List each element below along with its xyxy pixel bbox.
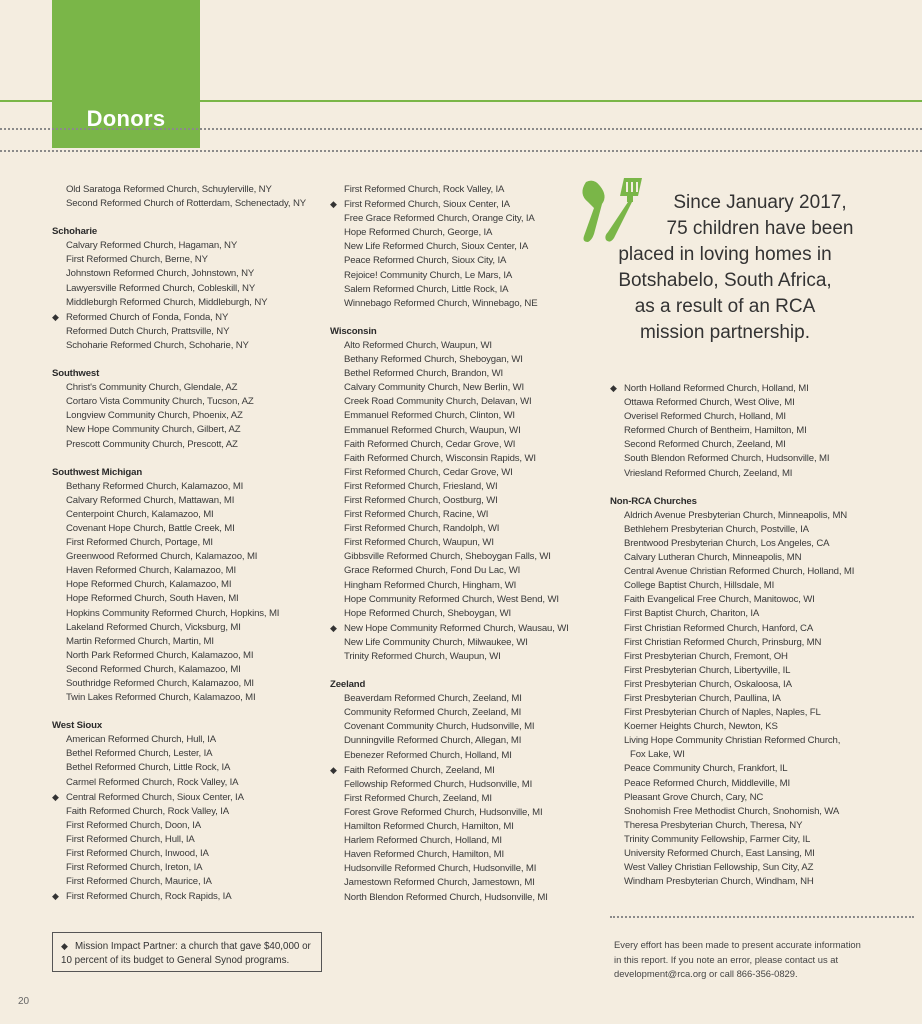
- donor-entry: [610, 748, 910, 762]
- donor-entry: [52, 592, 322, 606]
- callout-quote: [580, 190, 870, 346]
- donor-entry: [330, 508, 600, 522]
- donor-name: New Hope Community Reformed Church, Wausau, WI: [344, 622, 569, 634]
- donor-entry: [52, 310, 322, 325]
- donor-entry: [52, 847, 322, 861]
- donor-name: South Blendon Reformed Church, Hudsonville, MI: [624, 453, 830, 465]
- donor-entry: [52, 635, 322, 649]
- donor-entry: [610, 650, 910, 664]
- donor-name: First Christian Reformed Church, Hanford, CA: [624, 622, 814, 634]
- donor-name: First Reformed Church, Oostburg, WI: [344, 494, 498, 506]
- donor-entry: [52, 536, 322, 550]
- donor-name: Trinity Reformed Church, Waupun, WI: [344, 651, 501, 662]
- donor-entry: [610, 861, 910, 875]
- donor-entry: [610, 706, 910, 720]
- donor-name: West Valley Christian Fellowship, Sun City, AZ: [624, 862, 814, 874]
- donor-name: Ebenezer Reformed Church, Holland, MI: [344, 749, 512, 761]
- donor-name: Reformed Church of Bentheim, Hamilton, MI: [624, 425, 807, 437]
- donor-name: First Reformed Church, Ireton, IA: [66, 862, 203, 874]
- donor-entry: [330, 536, 600, 550]
- donor-entry: [610, 847, 910, 861]
- donor-name: North Blendon Reformed Church, Hudsonville, MI: [344, 891, 548, 903]
- donor-entry: [52, 409, 322, 423]
- section-tab: [52, 0, 200, 148]
- donor-entry: [610, 579, 910, 593]
- donor-name: First Reformed Church, Randolph, WI: [344, 523, 500, 535]
- donor-name: Greenwood Reformed Church, Kalamazoo, MI: [66, 551, 258, 563]
- donor-entry: [330, 763, 600, 778]
- donor-entry: [52, 339, 322, 353]
- donor-name: Fox Lake, WI: [630, 749, 685, 761]
- donor-entry: [330, 579, 600, 593]
- callout-line: 75 children have been: [666, 218, 854, 239]
- donor-name: Twin Lakes Reformed Church, Kalamazoo, MI: [66, 692, 256, 704]
- donor-entry: [52, 325, 322, 339]
- donor-entry: [52, 438, 322, 452]
- donor-entry: [610, 381, 910, 396]
- donor-name: Middleburgh Reformed Church, Middleburgh, NY: [66, 296, 268, 308]
- diamond-icon: ◆: [52, 891, 59, 902]
- donor-name: First Reformed Church, Zeeland, MI: [344, 792, 492, 804]
- donor-name: Hamilton Reformed Church, Hamilton, MI: [344, 821, 514, 833]
- donor-entry: [52, 550, 322, 564]
- donor-entry: [330, 183, 600, 197]
- donor-name: Aldrich Avenue Presbyterian Church, Minneapolis, MN: [624, 509, 848, 521]
- donor-name: Harlem Reformed Church, Holland, MI: [344, 835, 502, 847]
- diamond-icon: ◆: [52, 311, 59, 322]
- donor-entry: [330, 636, 600, 650]
- callout-line: Botshabelo, South Africa,: [618, 270, 832, 291]
- donor-entry: [52, 296, 322, 310]
- donor-entry: [330, 749, 600, 763]
- donor-name: Second Reformed Church, Kalamazoo, MI: [66, 663, 241, 675]
- donor-name: Faith Reformed Church, Cedar Grove, WI: [344, 438, 516, 450]
- donor-entry: [52, 621, 322, 635]
- donor-entry: [330, 593, 600, 607]
- donor-name: Brentwood Presbyterian Church, Los Angeles, CA: [624, 537, 830, 549]
- donor-name: First Baptist Church, Chariton, IA: [624, 608, 760, 620]
- donor-name: Covenant Community Church, Hudsonville, MI: [344, 721, 535, 733]
- donor-entry: [610, 720, 910, 734]
- section-heading: Schoharie: [52, 226, 98, 238]
- donor-entry: [330, 862, 600, 876]
- callout-line: as a result of an RCA: [634, 296, 816, 317]
- donor-name: Haven Reformed Church, Hamilton, MI: [344, 849, 505, 861]
- donor-name: First Reformed Church, Racine, WI: [344, 509, 489, 521]
- donor-entry: [52, 819, 322, 833]
- section-heading: Non-RCA Churches: [610, 495, 697, 507]
- donor-name: First Presbyterian Church, Oskaloosa, IA: [624, 678, 792, 690]
- donor-name: Second Reformed Church of Rotterdam, Schenectady, NY: [66, 198, 306, 210]
- donor-name: Free Grace Reformed Church, Orange City, IA: [344, 213, 535, 225]
- donor-name: Covenant Hope Church, Battle Creek, MI: [66, 522, 235, 534]
- donor-name: Longview Community Church, Phoenix, AZ: [66, 410, 243, 422]
- donor-name: Bethany Reformed Church, Kalamazoo, MI: [66, 480, 244, 492]
- diamond-icon: ◆: [330, 199, 337, 210]
- donor-name: Salem Reformed Church, Little Rock, IA: [344, 283, 509, 295]
- donor-entry: [610, 523, 910, 537]
- donor-name: First Presbyterian Church of Naples, Naples, FL: [624, 707, 821, 719]
- donor-name: Bethel Reformed Church, Brandon, WI: [344, 368, 503, 380]
- section-heading: Zeeland: [330, 679, 366, 691]
- section-heading: Southwest: [52, 368, 100, 380]
- donor-name: First Reformed Church, Inwood, IA: [66, 848, 209, 860]
- donor-entry: [52, 267, 322, 281]
- donor-name: Dunningville Reformed Church, Allegan, MI: [344, 735, 522, 747]
- donor-entry: [330, 283, 600, 297]
- donor-entry: [52, 423, 322, 437]
- donor-entry: [330, 692, 600, 706]
- header-dotted-rule-bottom: [0, 150, 922, 152]
- donor-name: First Reformed Church, Doon, IA: [66, 819, 202, 831]
- donor-name: University Reformed Church, East Lansing, MI: [624, 848, 815, 859]
- donor-entry: [52, 790, 322, 805]
- donor-name: First Reformed Church, Rock Valley, IA: [344, 184, 505, 195]
- donor-name: Hope Reformed Church, Sheboygan, WI: [344, 607, 511, 619]
- donor-name: Carmel Reformed Church, Rock Valley, IA: [66, 776, 239, 788]
- donor-entry: [610, 593, 910, 607]
- donor-name: Lakeland Reformed Church, Vicksburg, MI: [66, 621, 241, 633]
- donor-column-3: [610, 381, 910, 889]
- donor-entry: [330, 564, 600, 578]
- donor-name: Calvary Lutheran Church, Minneapolis, MN: [624, 552, 802, 564]
- donor-name: Peace Reformed Church, Sioux City, IA: [344, 255, 507, 267]
- donor-entry: [52, 508, 322, 522]
- donor-name: Emmanuel Reformed Church, Waupun, WI: [344, 424, 521, 436]
- donor-entry: [610, 734, 910, 748]
- donor-name: Hudsonville Reformed Church, Hudsonville, MI: [344, 863, 537, 875]
- donor-entry: [52, 197, 322, 211]
- page-number: 20: [18, 996, 30, 1007]
- donor-name: Koerner Heights Church, Newton, KS: [624, 721, 778, 733]
- diamond-icon: ◆: [330, 622, 337, 633]
- donor-entry: [330, 409, 600, 423]
- donor-entry: [610, 467, 910, 481]
- donor-entry: [610, 777, 910, 791]
- donor-name: Windham Presbyterian Church, Windham, NH: [624, 876, 814, 888]
- donor-name: Rejoice! Community Church, Le Mars, IA: [344, 269, 513, 281]
- donor-name: Hope Community Reformed Church, West Bend, WI: [344, 593, 559, 605]
- donor-name: North Holland Reformed Church, Holland, MI: [624, 383, 809, 394]
- donor-entry: [52, 776, 322, 790]
- donor-name: First Reformed Church, Waupun, WI: [344, 537, 494, 549]
- donor-name: Second Reformed Church, Zeeland, MI: [624, 439, 786, 451]
- donor-entry: [610, 438, 910, 452]
- donor-entry: [52, 747, 322, 761]
- donor-column-1: [52, 183, 322, 904]
- donor-entry: [52, 480, 322, 494]
- donor-name: Fellowship Reformed Church, Hudsonville, MI: [344, 778, 533, 790]
- diamond-icon: ◆: [52, 791, 59, 802]
- donor-entry: [52, 691, 322, 705]
- donor-entry: [330, 438, 600, 452]
- donor-name: Faith Reformed Church, Zeeland, MI: [344, 764, 495, 776]
- diamond-icon: ◆: [610, 383, 617, 393]
- donor-entry: [330, 381, 600, 395]
- donor-entry: [52, 761, 322, 775]
- donor-name: Grace Reformed Church, Fond Du Lac, WI: [344, 565, 521, 577]
- donor-entry: [330, 297, 600, 311]
- donor-entry: [330, 891, 600, 905]
- donor-entry: [610, 762, 910, 776]
- donor-entry: [330, 480, 600, 494]
- donor-name: Johnstown Reformed Church, Johnstown, NY: [66, 268, 255, 280]
- donor-name: Faith Reformed Church, Wisconsin Rapids, WI: [344, 452, 536, 464]
- donor-name: Creek Road Community Church, Delavan, WI: [344, 396, 532, 408]
- donor-entry: [330, 339, 600, 353]
- section-heading: West Sioux: [52, 720, 103, 732]
- section-heading: Wisconsin: [330, 325, 377, 337]
- donor-entry: [330, 834, 600, 848]
- donor-name: Bethlehem Presbyterian Church, Postville, IA: [624, 523, 809, 535]
- donor-name: Community Reformed Church, Zeeland, MI: [344, 707, 522, 719]
- donor-entry: [52, 805, 322, 819]
- donor-entry: [610, 551, 910, 565]
- donor-name: Emmanuel Reformed Church, Clinton, WI: [344, 410, 515, 422]
- donor-entry: [610, 509, 910, 523]
- donor-name: Peace Reformed Church, Middleville, MI: [624, 777, 790, 789]
- donor-entry: [610, 636, 910, 650]
- donor-name: First Reformed Church, Portage, MI: [66, 537, 213, 549]
- donor-name: Faith Reformed Church, Rock Valley, IA: [66, 805, 229, 817]
- donor-entry: [330, 806, 600, 820]
- donor-name: Reformed Church of Fonda, Fonda, NY: [66, 311, 229, 323]
- donor-entry: [52, 875, 322, 889]
- donor-name: American Reformed Church, Hull, IA: [66, 734, 217, 746]
- donor-entry: [610, 396, 910, 410]
- donor-entry: [52, 607, 322, 621]
- donor-name: Calvary Community Church, New Berlin, WI: [344, 382, 525, 394]
- donor-name: Bethel Reformed Church, Little Rock, IA: [66, 762, 231, 774]
- donor-entry: [610, 664, 910, 678]
- header-rule: [0, 100, 922, 102]
- donor-entry: [610, 424, 910, 438]
- donor-name: Hope Reformed Church, Kalamazoo, MI: [66, 579, 232, 591]
- donor-entry: [330, 720, 600, 734]
- donor-entry: [610, 565, 910, 579]
- donor-entry: [330, 734, 600, 748]
- footer-note-line: development@rca.org or call 866-356-0829.: [614, 968, 798, 979]
- donor-name: Cortaro Vista Community Church, Tucson, AZ: [66, 396, 254, 408]
- donor-entry: [330, 212, 600, 226]
- donor-entry: [52, 663, 322, 677]
- donor-name: Schoharie Reformed Church, Schoharie, NY: [66, 339, 249, 351]
- donor-name: Hingham Reformed Church, Hingham, WI: [344, 579, 517, 591]
- donor-entry: [610, 410, 910, 424]
- donor-entry: [52, 649, 322, 663]
- legend-box: [52, 932, 322, 972]
- donor-entry: [330, 550, 600, 564]
- donor-name: New Hope Community Church, Gilbert, AZ: [66, 424, 241, 436]
- donor-entry: [330, 792, 600, 806]
- donor-entry: [330, 240, 600, 254]
- donor-name: Christ's Community Church, Glendale, AZ: [66, 382, 238, 394]
- donor-entry: [610, 819, 910, 833]
- footer-note-line: in this report. If you note an error, please contact us at: [614, 953, 839, 965]
- donor-entry: [52, 564, 322, 578]
- donor-entry: [610, 452, 910, 466]
- callout-line: Since January 2017,: [673, 192, 847, 213]
- donor-name: First Presbyterian Church, Libertyville, IL: [624, 664, 791, 676]
- donor-entry: [610, 607, 910, 621]
- legend-text: 10 percent of its budget to General Synod programs.: [61, 955, 290, 966]
- donor-name: Central Reformed Church, Sioux Center, IA: [66, 791, 244, 803]
- donor-entry: [330, 876, 600, 890]
- donor-entry: [52, 733, 322, 747]
- section-title: Donors: [86, 106, 166, 131]
- donor-entry: [330, 395, 600, 409]
- donor-entry: [610, 622, 910, 636]
- donor-entry: [330, 254, 600, 268]
- donor-entry: [330, 226, 600, 240]
- donor-entry: [52, 889, 322, 904]
- donor-name: Calvary Reformed Church, Hagaman, NY: [66, 240, 238, 252]
- donor-name: First Reformed Church, Cedar Grove, WI: [344, 466, 513, 478]
- donor-name: First Reformed Church, Sioux Center, IA: [344, 199, 510, 211]
- donor-name: Jamestown Reformed Church, Jamestown, MI: [344, 877, 535, 889]
- donor-name: Snohomish Free Methodist Church, Snohomish, WA: [624, 805, 840, 817]
- donor-entry: [610, 678, 910, 692]
- donor-name: Old Saratoga Reformed Church, Schuylerville, NY: [66, 184, 272, 195]
- donor-name: First Reformed Church, Rock Rapids, IA: [66, 891, 232, 903]
- legend-text: Mission Impact Partner: a church that gave $40,000 or: [75, 941, 311, 952]
- donor-entry: [52, 522, 322, 536]
- donor-entry: [52, 578, 322, 592]
- donor-name: Vriesland Reformed Church, Zeeland, MI: [624, 467, 793, 479]
- donor-name: Overisel Reformed Church, Holland, MI: [624, 411, 786, 423]
- donor-name: Faith Evangelical Free Church, Manitowoc, WI: [624, 594, 815, 606]
- donor-name: First Christian Reformed Church, Prinsburg, MN: [624, 636, 822, 648]
- donor-name: Southridge Reformed Church, Kalamazoo, MI: [66, 678, 254, 689]
- donor-name: Peace Community Church, Frankfort, IL: [624, 763, 788, 775]
- donor-entry: [52, 395, 322, 409]
- donor-name: First Reformed Church, Berne, NY: [66, 254, 208, 266]
- donor-name: Lawyersville Reformed Church, Cobleskill, NY: [66, 282, 256, 294]
- donor-name: Pleasant Grove Church, Cary, NC: [624, 791, 764, 803]
- donor-entry: [330, 367, 600, 381]
- donor-name: Ottawa Reformed Church, West Olive, MI: [624, 397, 795, 409]
- donor-name: Alto Reformed Church, Waupun, WI: [344, 339, 492, 351]
- donor-entry: [610, 875, 910, 889]
- donor-name: Trinity Community Fellowship, Farmer City, IL: [624, 833, 811, 845]
- donor-name: First Presbyterian Church, Paullina, IA: [624, 692, 781, 704]
- donor-name: Central Avenue Christian Reformed Church, Holland, MI: [624, 566, 855, 578]
- donor-entry: [330, 494, 600, 508]
- donor-entry: [330, 778, 600, 792]
- donor-entry: [330, 607, 600, 621]
- donor-entry: [610, 791, 910, 805]
- donor-entry: [52, 381, 322, 395]
- footer-dotted-rule: [610, 916, 914, 918]
- donor-name: Hope Reformed Church, South Haven, MI: [66, 593, 239, 605]
- donor-entry: [330, 650, 600, 664]
- donor-entry: [330, 848, 600, 862]
- donor-entry: [610, 692, 910, 706]
- donor-name: Bethany Reformed Church, Sheboygan, WI: [344, 354, 523, 366]
- donor-entry: [330, 269, 600, 283]
- donor-column-2: [330, 183, 600, 905]
- donor-name: Haven Reformed Church, Kalamazoo, MI: [66, 565, 237, 577]
- donor-name: New Life Community Church, Milwaukee, WI: [344, 636, 528, 648]
- donor-name: First Presbyterian Church, Fremont, OH: [624, 650, 788, 662]
- donor-entry: [52, 677, 322, 691]
- donor-entry: [330, 197, 600, 212]
- donor-name: Hopkins Community Reformed Church, Hopkins, MI: [66, 607, 280, 619]
- donor-name: First Reformed Church, Maurice, IA: [66, 876, 212, 888]
- donor-name: Centerpoint Church, Kalamazoo, MI: [66, 508, 214, 520]
- diamond-icon: ◆: [330, 764, 337, 775]
- donor-entry: [52, 861, 322, 875]
- donor-entry: [330, 621, 600, 636]
- donor-entry: [52, 494, 322, 508]
- section-heading: Southwest Michigan: [52, 466, 143, 478]
- diamond-icon: ◆: [61, 941, 68, 951]
- donor-name: First Reformed Church, Friesland, WI: [344, 480, 498, 492]
- donor-entry: [330, 452, 600, 466]
- donor-name: Theresa Presbyterian Church, Theresa, NY: [624, 819, 803, 831]
- callout-line: mission partnership.: [639, 322, 811, 343]
- donor-name: North Park Reformed Church, Kalamazoo, MI: [66, 649, 254, 661]
- donor-name: Martin Reformed Church, Martin, MI: [66, 635, 214, 647]
- donor-name: Reformed Dutch Church, Prattsville, NY: [66, 325, 230, 337]
- callout-line: placed in loving homes in: [618, 244, 832, 265]
- donor-entry: [330, 706, 600, 720]
- footer-note-line: Every effort has been made to present accurate information: [614, 939, 861, 950]
- donor-entry: [330, 353, 600, 367]
- donor-entry: [610, 833, 910, 847]
- donor-entry: [330, 466, 600, 480]
- donor-entry: [330, 820, 600, 834]
- donor-entry: [52, 253, 322, 267]
- footer-note: [614, 938, 884, 982]
- donor-entry: [330, 424, 600, 438]
- donor-entry: [52, 183, 322, 197]
- donor-name: Hope Reformed Church, George, IA: [344, 227, 493, 239]
- donor-entry: [610, 805, 910, 819]
- donor-name: Living Hope Community Christian Reformed Church,: [624, 735, 841, 747]
- donor-entry: [330, 522, 600, 536]
- header-dotted-rule-top: [0, 128, 922, 130]
- donor-name: Bethel Reformed Church, Lester, IA: [66, 748, 213, 760]
- donor-entry: [610, 537, 910, 551]
- donor-name: Calvary Reformed Church, Mattawan, MI: [66, 494, 235, 506]
- donor-name: Winnebago Reformed Church, Winnebago, NE: [344, 297, 538, 309]
- donor-entry: [52, 239, 322, 253]
- donor-entry: [52, 833, 322, 847]
- donor-name: College Baptist Church, Hillsdale, MI: [624, 580, 775, 592]
- donor-name: First Reformed Church, Hull, IA: [66, 833, 195, 845]
- donor-name: Forest Grove Reformed Church, Hudsonville, MI: [344, 806, 543, 818]
- donor-name: Prescott Community Church, Prescott, AZ: [66, 438, 238, 450]
- donor-entry: [52, 282, 322, 296]
- donor-name: Gibbsville Reformed Church, Sheboygan Falls, WI: [344, 551, 551, 563]
- donor-name: Beaverdam Reformed Church, Zeeland, MI: [344, 693, 522, 705]
- donor-name: New Life Reformed Church, Sioux Center, IA: [344, 241, 529, 253]
